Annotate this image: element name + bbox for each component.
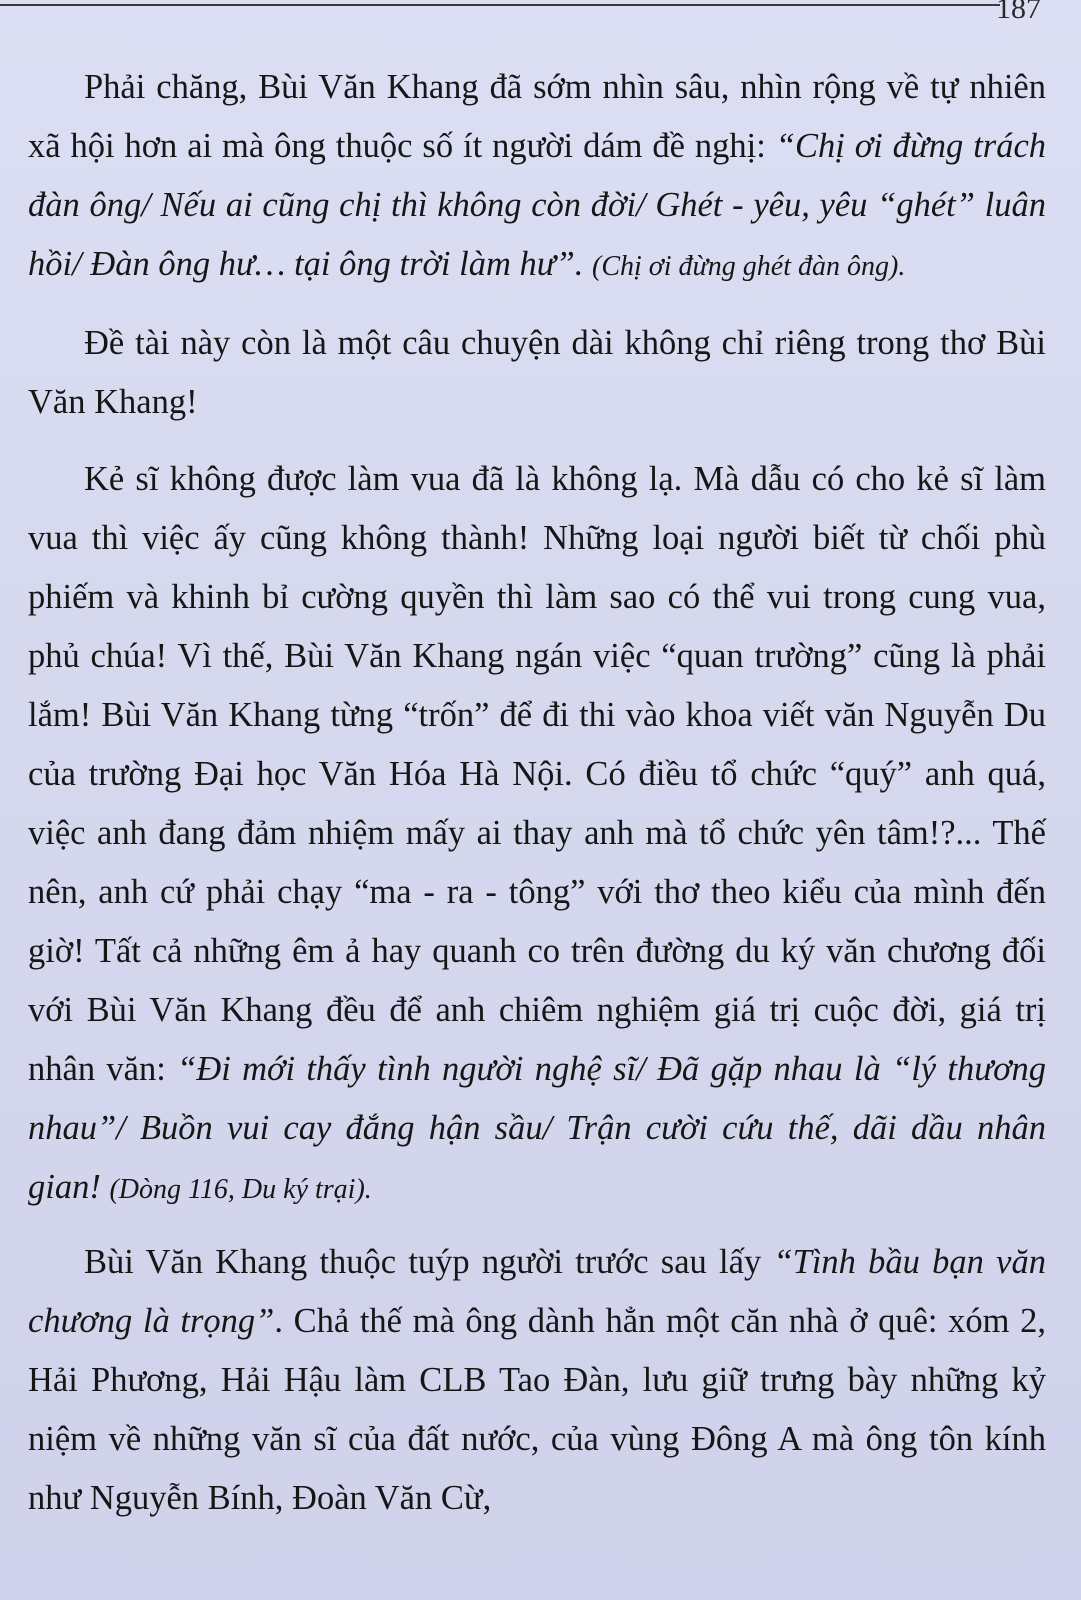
citation: (Dòng 116, Du ký trại). <box>109 1174 372 1205</box>
paragraph-2 <box>28 314 1046 432</box>
page-body <box>28 58 1046 1546</box>
page-number: 187 <box>996 0 1041 25</box>
paragraph-3 <box>28 450 1046 1219</box>
text-segment: . Chả thế mà ông dành hẳn một căn nhà ở quê: xóm 2, Hải Phương, Hải Hậu làm CLB Tao Đàn, lưu giữ trưng bày những kỷ niệm về những văn sĩ của đất nước, của vùng Đông A mà ông tôn kính như Nguyễn Bính, Đoàn Văn Cừ, <box>28 1302 1046 1517</box>
poem-quote: “Đi mới thấy tình người nghệ sĩ/ Đã gặp nhau là “lý thương nhau”/ Buồn vui cay đắng hận sầu/ Trận cười cứu thế, dãi dầu nhân gian! <box>28 1050 1046 1206</box>
citation: (Chị ơi đừng ghét đàn ông). <box>592 251 906 282</box>
paragraph-4 <box>28 1233 1046 1528</box>
text-segment: Kẻ sĩ không được làm vua đã là không lạ. Mà dẫu có cho kẻ sĩ làm vua thì việc ấy cũng không thành! Những loại người biết từ chối phù phiếm và khinh bỉ cường quyền thì làm sao có thể vui trong cung vua, phủ chúa! Vì thế, Bùi Văn Khang ngán việc “quan trường” cũng là phải lắm! Bùi Văn Khang từng “trốn” để đi thi vào khoa viết văn Nguyễn Du của trường Đại học Văn Hóa Hà Nội. Có điều tổ chức “quý” anh quá, việc anh đang đảm nhiệm mấy ai thay anh mà tổ chức yên tâm!?... Thế nên, anh cứ phải chạy “ma - ra - tông” với thơ theo kiểu của mình đến giờ! Tất cả những êm ả hay quanh co trên đường du ký văn chương đối với Bùi Văn Khang đều để anh chiêm nghiệm giá trị cuộc đời, giá trị nhân văn: <box>28 460 1046 1088</box>
poem-quote: “Chị ơi đừng trách đàn ông/ Nếu ai cũng chị thì không còn đời/ Ghét - yêu, yêu “ghét” luân hồi/ Đàn ông hư… tại ông trời làm hư”. <box>28 127 1047 283</box>
poem-quote: “Tình bầu bạn văn chương là trọng” <box>28 1243 1046 1340</box>
top-rule <box>0 4 1000 6</box>
text-segment: Đề tài này còn là một câu chuyện dài không chỉ riêng trong thơ Bùi Văn Khang! <box>28 324 1046 421</box>
text-segment: Bùi Văn Khang thuộc tuýp người trước sau lấy <box>84 1243 774 1281</box>
paragraph-1 <box>28 58 1046 296</box>
text-segment: Phải chăng, Bùi Văn Khang đã sớm nhìn sâu, nhìn rộng về tự nhiên xã hội hơn ai mà ông thuộc số ít người dám đề nghị: <box>28 68 1046 165</box>
